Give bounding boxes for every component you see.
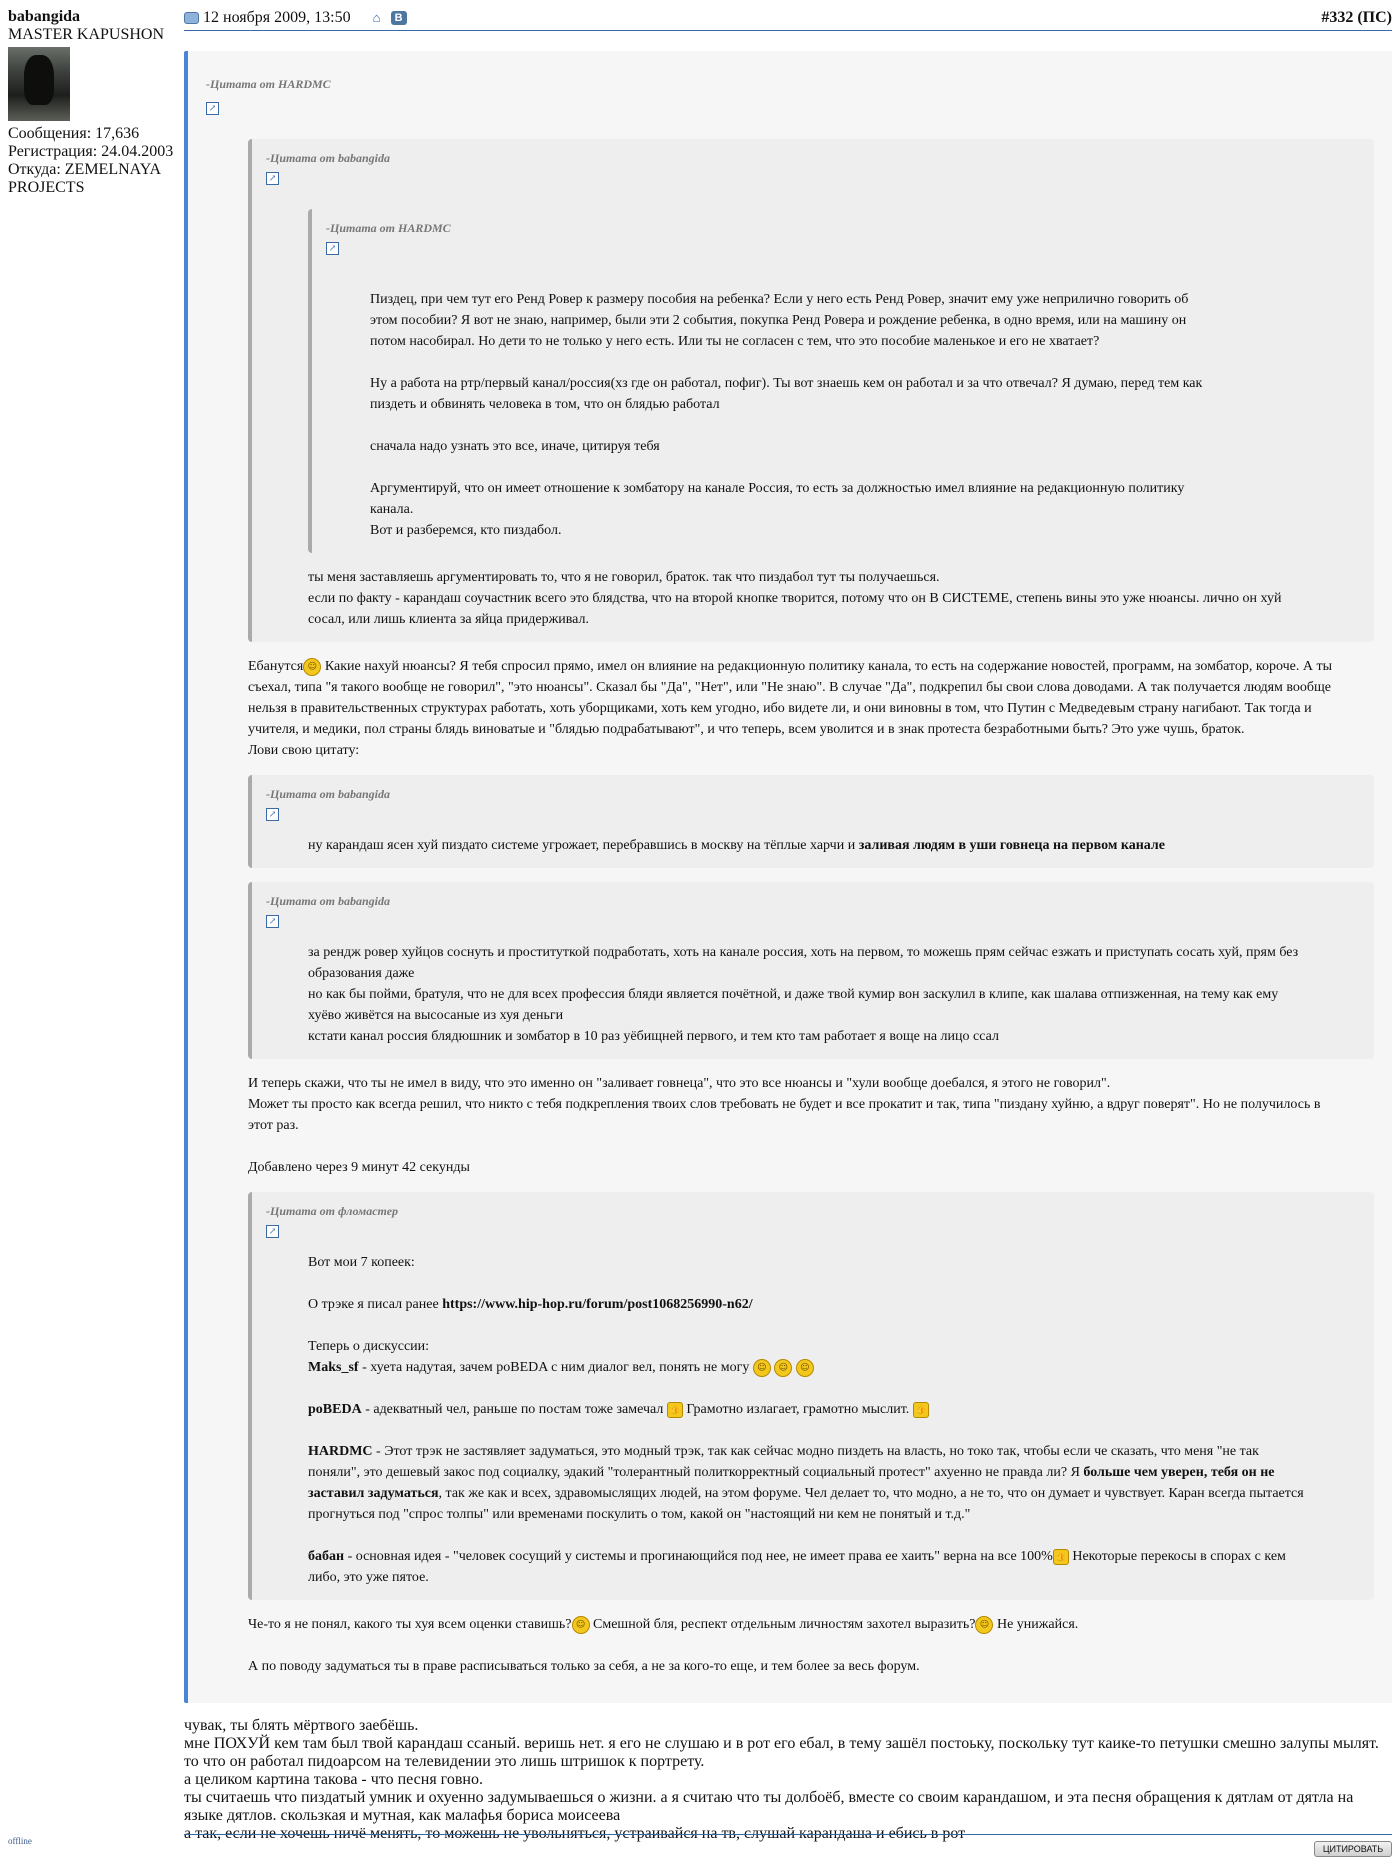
laugh-smiley-icon: ☺ xyxy=(975,1616,993,1634)
text: Ебанутся xyxy=(248,659,304,674)
confused-smiley-icon: ☺ xyxy=(572,1616,590,1634)
quote-paragraph: за рендж ровер хуйцов соснуть и проституткой подработать, хоть на канале россия, хоть на первом, то можешь прям сейчас езжать и приступать сосать хуй, прям без образования даже xyxy=(308,945,1299,981)
quote-flomaster xyxy=(248,1192,1374,1600)
quote-paragraph xyxy=(308,1546,1314,1588)
post-date-wrap xyxy=(184,9,407,27)
quote-paragraph xyxy=(308,1357,1314,1378)
text: Смешной бля, респект отдельным личностям захотел выразить? xyxy=(589,1617,976,1632)
quote-hardmc xyxy=(184,51,1392,1703)
quote-paragraph: сначала надо узнать это все, иначе, цитируя тебя xyxy=(370,439,660,454)
text: ну карандаш ясен хуй пиздато системе угрожает, перебравшись в москву на тёплые харчи и xyxy=(308,838,859,853)
quote-body xyxy=(266,1248,1354,1588)
quote-paragraph: если по факту - карандаш соучастник всего это блядства, что на второй кнопке творится, потому что он В СИСТЕМЕ, степень вины это уже нюансы. лично он хуй сосал, или лишь клиента за яйца придерживал. xyxy=(308,591,1282,627)
text: Грамотно излагает, грамотно мыслит. xyxy=(682,1402,913,1417)
post-number[interactable]: #332 (ПС) xyxy=(1321,9,1392,26)
quote-body xyxy=(266,831,1354,856)
thumbs-up-icon: 👍 xyxy=(913,1402,929,1418)
text: , так же как и всех, здравомыслящих людей, на этом форуме. Чел делает то, что модно, а не то, что он думает и чувствует. Каран всегда пытается прогнуться под "спрос толпы" или временами поскулить о том, какой он "настоящий ни кем не понятый и т.д." xyxy=(308,1486,1304,1522)
nick: Maks_sf xyxy=(308,1360,359,1375)
username[interactable]: babangida xyxy=(8,8,81,25)
quote-link-icon[interactable]: ↗ xyxy=(266,172,279,185)
user-rank: MASTER KAPUSHON xyxy=(8,26,165,43)
quote-button[interactable]: ЦИТИРОВАТЬ xyxy=(1314,1841,1392,1857)
quote-paragraph: кстати канал россия блядюшник и зомбатор в 10 раз уёбищней первого, и тем кто там работает я воще на лицо ссал xyxy=(308,1029,999,1044)
quote-header: -Цитата от babangida xyxy=(266,151,391,165)
post-header xyxy=(184,8,1392,31)
text: - основная идея - "человек сосущий у системы и прогинающийся под нее, не имеет права ее хаить" верна на все 100% xyxy=(344,1549,1053,1564)
laugh-smiley-icon: ☺ xyxy=(796,1359,814,1377)
nick: HARDMC xyxy=(308,1444,373,1459)
quote-babangida-2 xyxy=(248,775,1374,868)
quote-paragraph xyxy=(308,1441,1314,1525)
avatar[interactable] xyxy=(8,47,70,121)
text: Че-то я не понял, какого ты хуя всем оценки ставишь? xyxy=(248,1617,572,1632)
quote-paragraph xyxy=(308,1399,1314,1420)
offline-status: offline xyxy=(8,1836,32,1846)
user-location-1: Откуда: ZEMELNAYA xyxy=(8,161,162,178)
thumbs-up-icon: 👍 xyxy=(1053,1549,1069,1565)
quote-babangida-1 xyxy=(248,139,1374,642)
quote-header: -Цитата от babangida xyxy=(266,894,391,908)
thumbs-up-icon: 👍 xyxy=(667,1402,683,1418)
bold-text: больше чем уверен, тебя он не заставил задуматься xyxy=(308,1465,1275,1501)
quote-header: -Цитата от фломастер xyxy=(266,1204,399,1218)
quote-paragraph: но как бы пойми, братуля, что не для всех профессия бляди является почётной, и даже твой кумир вон заскулил в клипе, как шалава отпизженная, на тему как ему хуёво живётся на высосаные из хуя деньги xyxy=(308,987,1279,1023)
user-posts: Сообщения: 17,636 xyxy=(8,125,140,142)
post-paragraph xyxy=(206,656,1374,761)
post-main xyxy=(184,8,1392,1843)
bold-text: заливая людям в уши говнеца на первом канале xyxy=(858,838,1165,853)
smile-smiley-icon: ☺ xyxy=(774,1359,792,1377)
quote-header: -Цитата от babangida xyxy=(266,787,391,801)
quote-header: -Цитата от HARDMC xyxy=(326,221,451,235)
reply-line: ты считаешь что пиздатый умник и охуенно задумываешься о жизни. а я считаю что ты долбоёб, вместе со своим карандашом, и эта песня обращения к дятлам от дятла на языке дятлов. скользкая и мутная, как малафья бориса моисеева xyxy=(184,1789,1354,1824)
reply-line: то что он работал пидоарсом на телевидении это лишь штришок к портрету. xyxy=(184,1753,705,1770)
quote-header: -Цитата от HARDMC xyxy=(206,77,331,91)
post-paragraph xyxy=(206,1614,1374,1677)
user-sidebar xyxy=(8,8,178,197)
quote-link-icon[interactable]: ↗ xyxy=(266,1225,279,1238)
text: Некоторые перекосы в спорах с кем либо, это уже пятое. xyxy=(308,1549,1286,1585)
reply-text xyxy=(184,1717,1392,1843)
laugh-smiley-icon: ☺ xyxy=(303,658,321,676)
quote-babangida-3 xyxy=(248,882,1374,1059)
quote-paragraph: Вот мои 7 копеек: xyxy=(308,1255,415,1270)
text-line xyxy=(248,1614,1338,1635)
quote-body xyxy=(266,938,1354,1047)
vk-icon[interactable]: B xyxy=(391,11,407,25)
quote-paragraph: Пиздец, при чем тут его Ренд Ровер к размеру пособия на ребенка? Если у него есть Ренд Ровер, значит ему уже неприлично говорить об этом пособии? Я вот не знаю, например, были эти 2 события, покупка Ренд Ровера и рождение ребенка, в одно время, или на машину он потом насобирал. Но дети то не только у него есть. Или ты не согласен с тем, что это пособие маленькое и его не хватает? xyxy=(370,292,1189,349)
user-registered: Регистрация: 24.04.2003 xyxy=(8,143,174,160)
text: Лови свою цитату: xyxy=(248,743,360,758)
quote-paragraph: Теперь о дискуссии: xyxy=(308,1339,430,1354)
quote-body xyxy=(326,265,1334,541)
text: Какие нахуй нюансы? Я тебя спросил прямо, имел он влияние на редакционную политику канала, то есть на содержание новостей, программ, на зомбатор, короче. А ты съехал, типа "я такого вообще не говорил", "это нюансы". Сказал бы "Да", "Нет", или "Не знаю". В случае "Да", подкрепил бы свои слова доводами. А так получается людям вообще нельзя в правительственных структурах работать, хоть уборщиками, хоть кем угодно, ибо видете ли, и они виновны в том, что Путин с Медведевым страну нагибают. Так тогда и учителя, и медики, пол страны блядь виноватые и "блядью подрабатывают", и что теперь, всем уволится и в знак протеста безработными быть? Это уже чушь, браток. xyxy=(248,659,1332,737)
added-note: Добавлено через 9 минут 42 секунды xyxy=(248,1160,470,1175)
text: А по поводу задуматься ты в праве расписываться только за себя, а не за кого-то еще, и тем более за весь форум. xyxy=(248,1659,920,1674)
text: Не унижайся. xyxy=(993,1617,1079,1632)
quote-paragraph: Вот и разберемся, кто пиздабол. xyxy=(370,523,562,538)
quote-body xyxy=(266,567,1354,630)
reply-line: а так, если не хочешь ничё менять, то можешь не увольняться, устраивайся на тв, слушай карандаша и ебись в рот xyxy=(184,1825,966,1842)
quote-hardmc-nested xyxy=(308,209,1354,553)
quote-link-icon[interactable]: ↗ xyxy=(266,808,279,821)
text: И теперь скажи, что ты не имел в виду, что это именно он "заливает говнеца", что это все нюансы и "хули вообще доебался, я этого не говорил". xyxy=(248,1076,1111,1091)
text: Может ты просто как всегда решил, что никто с тебя подкрепления твоих слов требовать не будет и все прокатит и так, типа "пиздану хуйню, а вдруг поверят". Но не получилось в этот раз. xyxy=(248,1097,1321,1133)
home-icon[interactable]: ⌂ xyxy=(372,10,381,26)
quote-paragraph: Ну а работа на ртр/первый канал/россия(хз где он работал, пофиг). Ты вот знаешь кем он работал и за что отвечал? Я думаю, перед тем как пиздеть и обвинять человека в том, что он блядью работал xyxy=(370,376,1203,412)
confused-smiley-icon: ☺ xyxy=(753,1359,771,1377)
post-date: 12 ноября 2009, 13:50 xyxy=(203,9,351,26)
post-footer xyxy=(184,1834,1392,1854)
quote-link-icon[interactable]: ↗ xyxy=(266,915,279,928)
nick: poBEDA xyxy=(308,1402,362,1417)
text: - Этот трэк не застявляет задуматься, это модный трэк, так как сейчас модно пиздеть на власть, но токо так, чтобы если че сказать, что меня "не так поняли", это дешевый закос под социалку, эдакий "толерантный политкорректный социальный протест" ахуенно не правда ли? Я xyxy=(308,1444,1259,1480)
reply-line: а целиком картина такова - что песня говно. xyxy=(184,1771,483,1788)
quote-paragraph xyxy=(308,1294,1314,1315)
text: - адекватный чел, раньше по постам тоже замечал xyxy=(361,1402,667,1417)
message-icon xyxy=(184,12,199,24)
post-paragraph xyxy=(206,1073,1374,1178)
link[interactable]: https://www.hip-hop.ru/forum/post1068256990-n62/ xyxy=(442,1297,753,1312)
user-location-2: PROJECTS xyxy=(8,179,85,196)
text: О трэке я писал ранее xyxy=(308,1297,443,1312)
reply-line: мне ПОХУЙ кем там был твой карандаш ссаный. веришь нет. я его не слушаю и в рот его ебал, в тему зашёл постоьку, поскольку тут каике-то петушки смешно залупы мылят. xyxy=(184,1735,1379,1752)
text: - хуета надутая, зачем poBEDA с ним диалог вел, понять не могу xyxy=(358,1360,753,1375)
quote-link-icon[interactable]: ↗ xyxy=(206,102,219,115)
quote-paragraph: ты меня заставляешь аргументировать то, что я не говорил, браток. так что пиздабол тут ты получаешься. xyxy=(308,570,940,585)
reply-line: чувак, ты блять мёртвого заебёшь. xyxy=(184,1717,419,1734)
quote-paragraph: Аргументируй, что он имеет отношение к зомбатору на канале Россия, то есть за должностью имел влияние на редакционную политику канала. xyxy=(370,481,1185,517)
nick: бабан xyxy=(308,1549,345,1564)
quote-link-icon[interactable]: ↗ xyxy=(326,242,339,255)
